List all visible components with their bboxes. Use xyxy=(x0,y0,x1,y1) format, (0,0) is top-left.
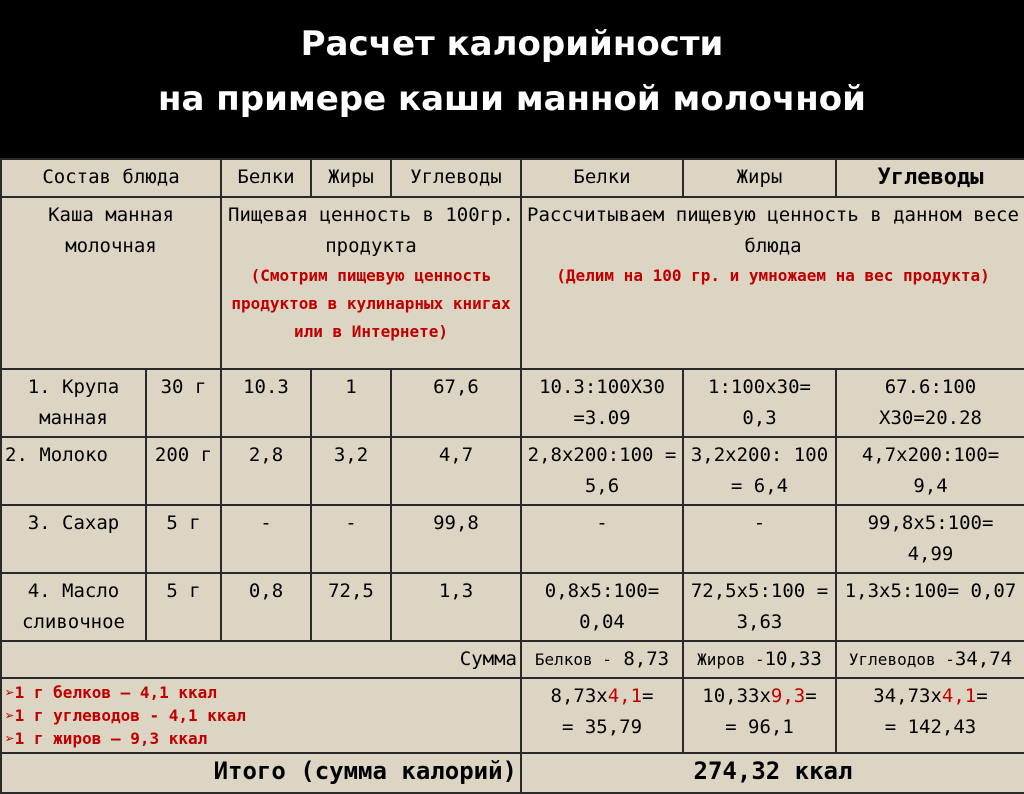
energy-carbs-factor: 4,1 xyxy=(941,685,977,707)
ingredient-name: 4. Масло сливочное xyxy=(1,573,146,641)
energy-notes xyxy=(1,678,521,753)
fats-calc: 1:100х30= 0,3 xyxy=(683,369,836,437)
calorie-table xyxy=(0,158,1024,794)
arrow-icon: ➢ xyxy=(5,729,15,748)
header-fats-calc: Жиры xyxy=(683,159,836,197)
page-title-line-1: Расчет калорийности xyxy=(300,24,724,64)
energy-carbs-expr: 34,73х xyxy=(873,685,942,707)
energy-fats-expr: 10,33х xyxy=(702,685,771,707)
note-proteins: 1 г белков — 4,1 ккал xyxy=(14,683,217,702)
ingredient-weight: 200 г xyxy=(146,437,221,505)
total-row xyxy=(1,753,1024,793)
arrow-icon: ➢ xyxy=(5,706,15,725)
fats-calc: 3,2х200: 100 = 6,4 xyxy=(683,437,836,505)
ingredient-weight: 5 г xyxy=(146,505,221,573)
proteins-calc: 2,8х200:100 = 5,6 xyxy=(521,437,683,505)
proteins-100: - xyxy=(221,505,311,573)
page-title-line-2: на примере каши манной молочной xyxy=(158,79,866,119)
sum-fats-label: Жиров - xyxy=(697,650,765,669)
energy-proteins-result: = 35,79 xyxy=(561,716,643,738)
proteins-100: 2,8 xyxy=(221,437,311,505)
ingredient-name: 3. Сахар xyxy=(1,505,146,573)
dish-name-text: Каша манная молочная xyxy=(48,204,174,257)
energy-carbs-eq: = xyxy=(976,685,988,707)
proteins-calc: - xyxy=(521,505,683,573)
energy-fats-eq: = xyxy=(805,685,817,707)
header-composition: Состав блюда xyxy=(1,159,221,197)
carbs-calc: 1,3х5:100= 0,07 xyxy=(836,573,1024,641)
carbs-100: 67,6 xyxy=(391,369,521,437)
energy-proteins-eq: = xyxy=(642,685,654,707)
total-value: 274,32 ккал xyxy=(521,753,1024,793)
calc-note: (Делим на 100 гр. и умножаем на вес продукта) xyxy=(556,266,990,285)
note-carbs: 1 г углеводов - 4,1 ккал xyxy=(14,706,246,725)
table-header-row xyxy=(1,159,1024,197)
energy-fats-factor: 9,3 xyxy=(770,685,806,707)
proteins-calc: 0,8х5:100= 0,04 xyxy=(521,573,683,641)
ingredient-weight: 5 г xyxy=(146,573,221,641)
table-row xyxy=(1,505,1024,573)
note-fats: 1 г жиров — 9,3 ккал xyxy=(14,729,208,748)
value-100-note: (Смотрим пищевую ценность продуктов в кулинарных книгах или в Интернете) xyxy=(231,266,511,341)
intro-row xyxy=(1,197,1024,369)
calc-text: Рассчитываем пищевую ценность в данном весе блюда xyxy=(527,204,1019,257)
note-item xyxy=(5,727,517,750)
sum-fats-value: 10,33 xyxy=(764,648,822,670)
header-proteins-calc: Белки xyxy=(521,159,683,197)
arrow-icon: ➢ xyxy=(5,683,15,702)
table-row xyxy=(1,437,1024,505)
fats-100: 72,5 xyxy=(311,573,391,641)
energy-proteins-factor: 4,1 xyxy=(607,685,643,707)
sum-carbs-label: Углеводов - xyxy=(848,650,955,669)
fats-100: 1 xyxy=(311,369,391,437)
sum-carbs-value: 34,74 xyxy=(954,648,1013,670)
sum-carbs xyxy=(836,641,1024,678)
ingredient-name: 1. Крупа манная xyxy=(1,369,146,437)
carbs-calc: 67.6:100 Х30=20.28 xyxy=(836,369,1024,437)
calc-cell xyxy=(521,197,1024,369)
sum-proteins-value: 8,73 xyxy=(611,648,670,670)
note-item xyxy=(5,681,517,704)
fats-calc: - xyxy=(683,505,836,573)
note-item xyxy=(5,704,517,727)
sum-proteins-label: Белков - xyxy=(534,650,612,669)
header-proteins-100: Белки xyxy=(221,159,311,197)
carbs-100: 1,3 xyxy=(391,573,521,641)
total-label: Итого (сумма калорий) xyxy=(1,753,521,793)
energy-carbs-result: = 142,43 xyxy=(884,716,977,738)
fats-100: - xyxy=(311,505,391,573)
sum-label: Сумма xyxy=(1,641,521,678)
sum-proteins xyxy=(521,641,683,678)
header-carbs-100: Углеводы xyxy=(391,159,521,197)
proteins-100: 10.3 xyxy=(221,369,311,437)
value-100-cell xyxy=(221,197,521,369)
dish-name xyxy=(1,197,221,369)
sum-fats xyxy=(683,641,836,678)
ingredient-name: 2. Молоко xyxy=(1,437,146,505)
energy-row xyxy=(1,678,1024,753)
carbs-calc: 4,7х200:100= 9,4 xyxy=(836,437,1024,505)
energy-proteins-expr: 8,73х xyxy=(550,685,608,707)
proteins-100: 0,8 xyxy=(221,573,311,641)
energy-carbs xyxy=(836,678,1024,753)
table-row xyxy=(1,369,1024,437)
value-100-text: Пищевая ценность в 100гр. продукта xyxy=(228,204,514,257)
proteins-calc: 10.3:100Х30 =3.09 xyxy=(521,369,683,437)
energy-fats xyxy=(683,678,836,753)
ingredient-weight: 30 г xyxy=(146,369,221,437)
energy-fats-result: = 96,1 xyxy=(725,716,794,738)
carbs-calc: 99,8х5:100= 4,99 xyxy=(836,505,1024,573)
carbs-100: 4,7 xyxy=(391,437,521,505)
fats-calc: 72,5х5:100 = 3,63 xyxy=(683,573,836,641)
carbs-100: 99,8 xyxy=(391,505,521,573)
fats-100: 3,2 xyxy=(311,437,391,505)
header-fats-100: Жиры xyxy=(311,159,391,197)
header-carbs-calc: Углеводы xyxy=(836,159,1024,197)
title-bar xyxy=(0,0,1024,158)
table-row xyxy=(1,573,1024,641)
sum-row xyxy=(1,641,1024,678)
energy-proteins xyxy=(521,678,683,753)
